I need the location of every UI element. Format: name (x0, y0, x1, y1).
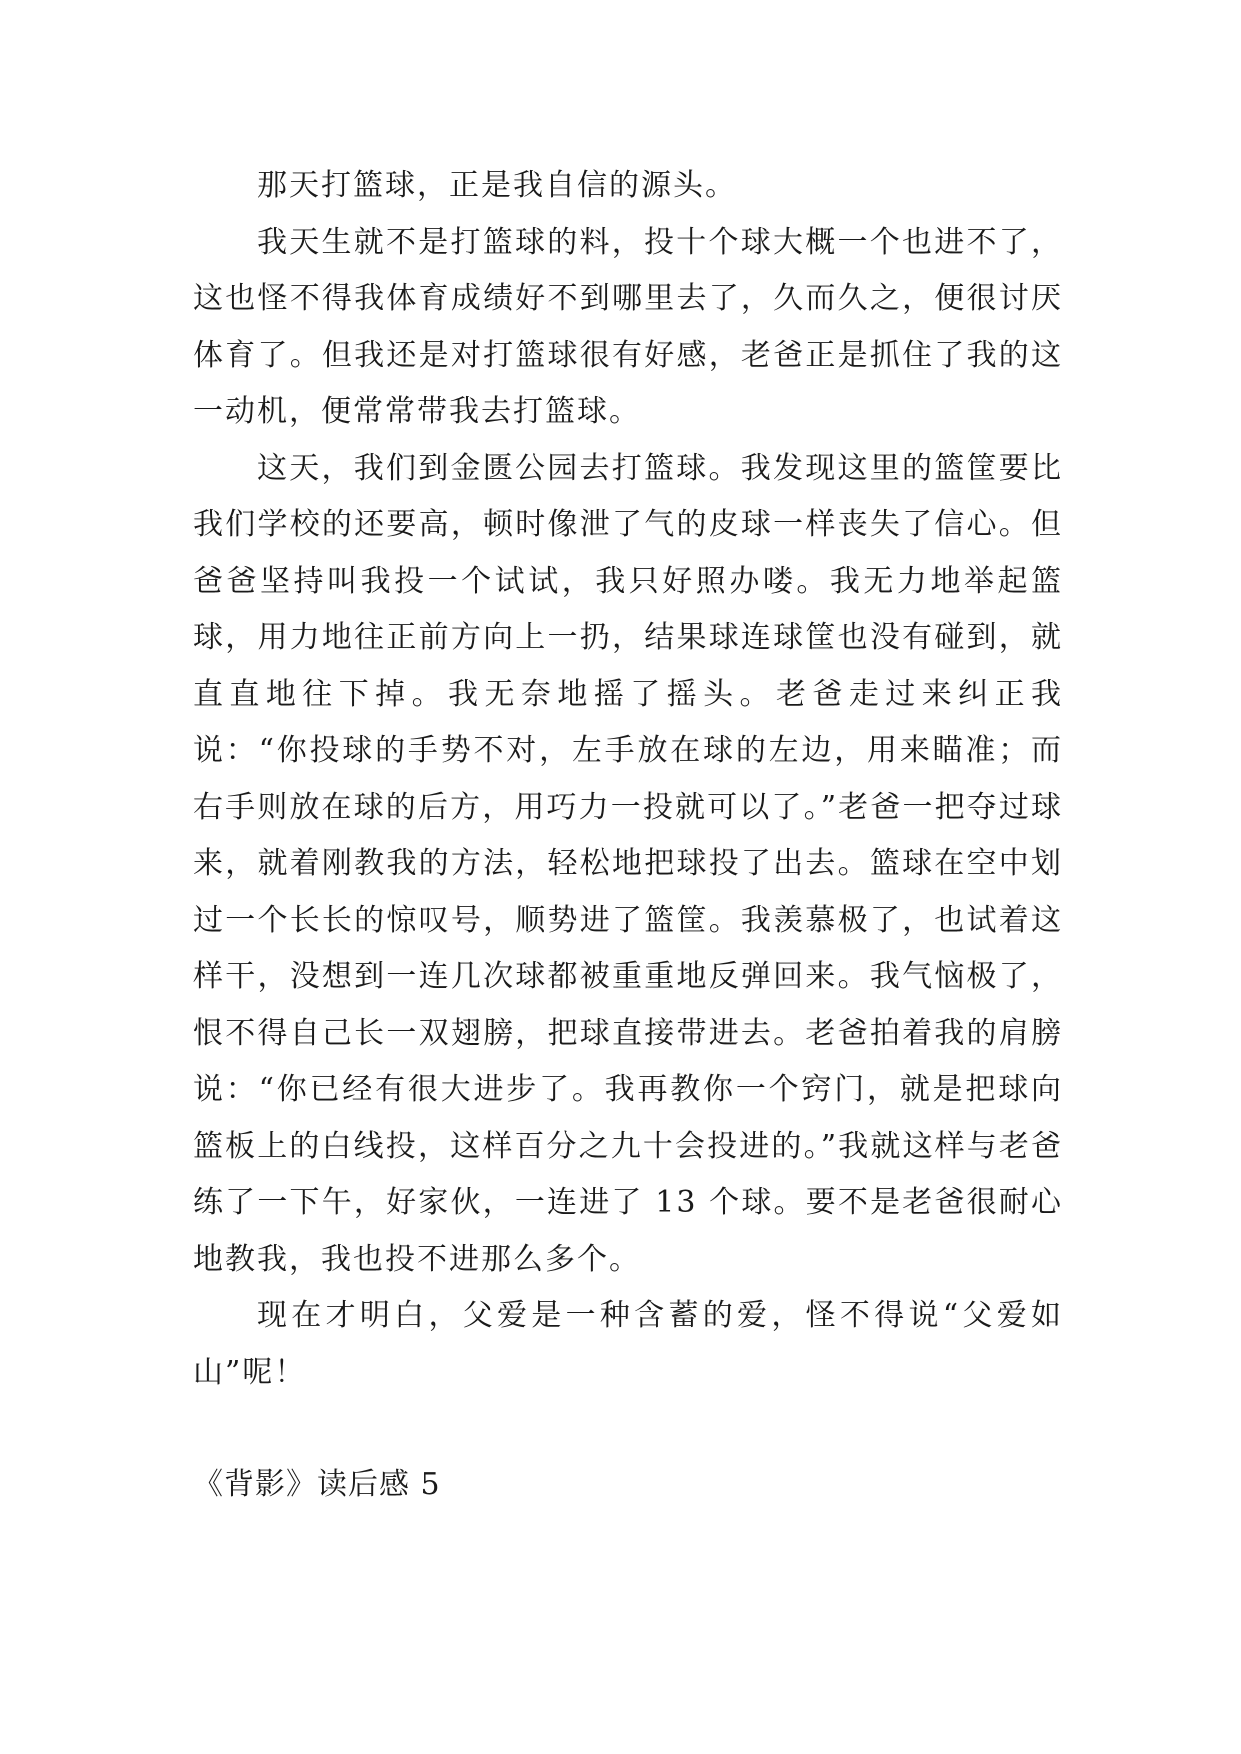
section-heading: 《背影》读后感 5 (193, 1467, 441, 1502)
section-spacer (193, 1401, 1063, 1457)
document-body (193, 158, 1063, 1514)
paragraph-2: 我天生就不是打篮球的料，投十个球大概一个也进不了，这也怪不得我体育成绩好不到哪里去了，久而久之，便很讨厌体育了。但我还是对打篮球很有好感，老爸正是抓住了我的这一动机，便常常带我去打篮球。 (193, 224, 1063, 429)
paragraph-3: 这天，我们到金匮公园去打篮球。我发现这里的篮筐要比我们学校的还要高，顿时像泄了气的皮球一样丧失了信心。但爸爸坚持叫我投一个试试，我只好照办喽。我无力地举起篮球，用力地往正前方向上一扔，结果球连球筐也没有碰到，就直直地往下掉。我无奈地摇了摇头。老爸走过来纠正我说：“你投球的手势不对，左手放在球的左边，用来瞄准；而右手则放在球的后方，用巧力一投就可以了。”老爸一把夺过球来，就着刚教我的方法，轻松地把球投了出去。篮球在空中划过一个长长的惊叹号，顺势进了篮筐。我羡慕极了，也试着这样干，没想到一连几次球都被重重地反弹回来。我气恼极了，恨不得自己长一双翅膀，把球直接带进去。老爸拍着我的肩膀说：“你已经有很大进步了。我再教你一个窍门，就是把球向篮板上的白线投，这样百分之九十会投进的。”我就这样与老爸练了一下午，好家伙，一连进了 13 个球。要不是老爸很耐心地教我，我也投不进那么多个。 (193, 450, 1063, 1277)
paragraph-1: 那天打篮球，正是我自信的源头。 (257, 168, 737, 203)
paragraph-4: 现在才明白，父爱是一种含蓄的爱，怪不得说“父爱如山”呢！ (193, 1298, 1063, 1390)
